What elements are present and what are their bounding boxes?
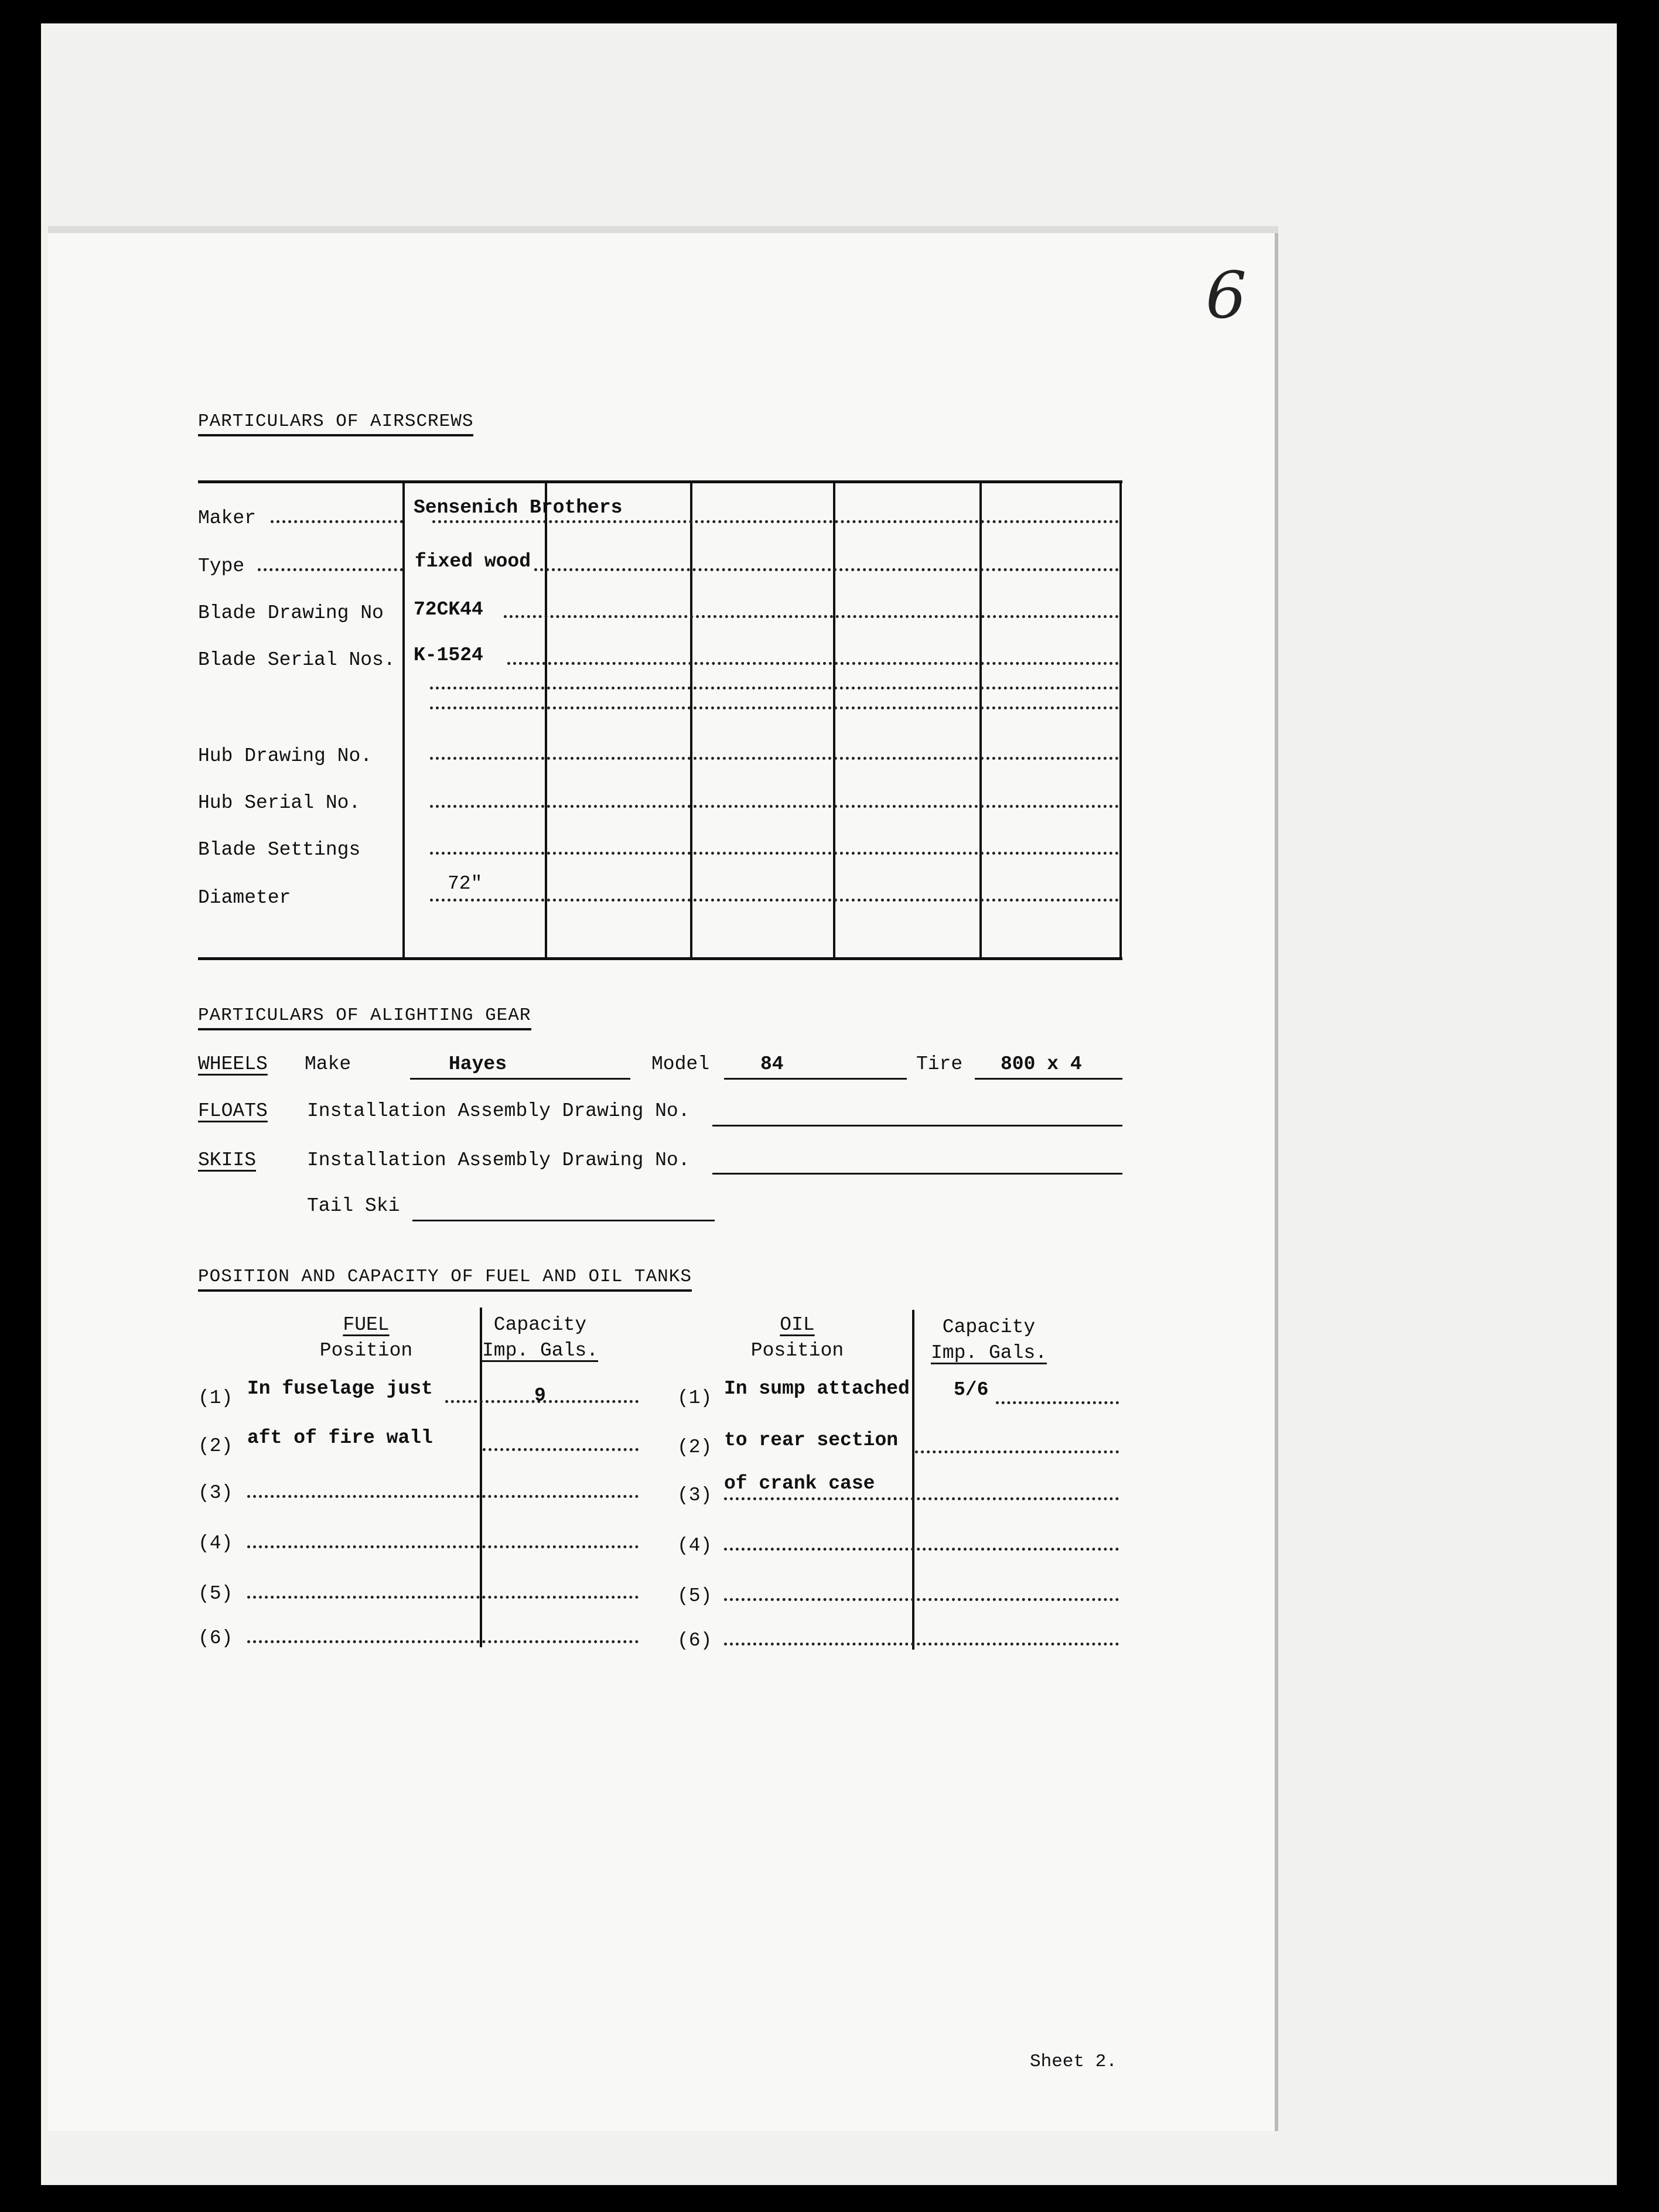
- fuel-row-number: (1): [198, 1387, 233, 1409]
- wheels-tire-value: 800 x 4: [1001, 1053, 1082, 1075]
- oil-row-capacity: 5/6: [954, 1379, 989, 1401]
- skis-drawing-label: Installation Assembly Drawing No.: [307, 1149, 690, 1171]
- fuel-row-number: (5): [198, 1583, 233, 1605]
- fuel-header-subtitle: Position: [319, 1340, 413, 1361]
- alighting-gear-heading: PARTICULARS OF ALIGHTING GEAR: [198, 1005, 531, 1030]
- fuel-row-number: (3): [198, 1482, 233, 1504]
- diameter-value: 72": [448, 873, 483, 895]
- oil-header: [736, 1312, 859, 1364]
- fuel-capacity-header: [452, 1312, 628, 1364]
- airscrews-heading: PARTICULARS OF AIRSCREWS: [198, 411, 473, 436]
- handwritten-page-number: 6: [1206, 258, 1247, 333]
- oil-row-number: (1): [677, 1387, 712, 1409]
- oil-capacity-title: Capacity: [942, 1316, 1036, 1338]
- tanks-heading: POSITION AND CAPACITY OF FUEL AND OIL TANKS: [198, 1267, 692, 1292]
- type-label: Type: [198, 555, 245, 577]
- floats-label: FLOATS: [198, 1100, 268, 1122]
- fuel-capacity-title: Capacity: [493, 1314, 587, 1336]
- fuel-row-position: In fuselage just: [247, 1378, 433, 1399]
- diameter-label: Diameter: [198, 887, 291, 909]
- hub-drawing-label: Hub Drawing No.: [198, 745, 373, 767]
- oil-header-subtitle: Position: [750, 1340, 844, 1361]
- wheels-make-value: Hayes: [449, 1053, 507, 1075]
- maker-label: Maker: [198, 507, 257, 529]
- blade-serial-label: Blade Serial Nos.: [198, 649, 395, 671]
- blade-settings-label: Blade Settings: [198, 839, 361, 861]
- oil-capacity-subtitle: Imp. Gals.: [930, 1342, 1047, 1364]
- oil-row-position: of crank case: [724, 1473, 875, 1494]
- fuel-row-number: (4): [198, 1532, 233, 1554]
- tail-ski-label: Tail Ski: [307, 1195, 400, 1217]
- oil-row-number: (3): [677, 1484, 712, 1506]
- skis-label: SKIIS: [198, 1149, 257, 1171]
- oil-row-number: (2): [677, 1436, 712, 1458]
- sheet-number: Sheet 2.: [1030, 2051, 1117, 2072]
- floats-drawing-label: Installation Assembly Drawing No.: [307, 1100, 690, 1122]
- oil-row-number: (4): [677, 1535, 712, 1556]
- blade-drawing-value: 72CK44: [414, 599, 483, 620]
- oil-row-number: (6): [677, 1630, 712, 1651]
- type-value: fixed wood: [415, 551, 531, 572]
- wheels-model-label: Model: [651, 1053, 710, 1075]
- maker-value: Sensenich Brothers: [414, 497, 623, 518]
- oil-row-position: In sump attached: [724, 1378, 910, 1399]
- fuel-row-number: (2): [198, 1435, 233, 1457]
- fuel-row-number: (6): [198, 1627, 233, 1649]
- fuel-capacity-subtitle: Imp. Gals.: [482, 1340, 599, 1361]
- wheels-tire-label: Tire: [916, 1053, 963, 1075]
- oil-header-title: OIL: [780, 1314, 815, 1336]
- oil-capacity-header: [901, 1315, 1077, 1366]
- blade-drawing-label: Blade Drawing No: [198, 602, 384, 624]
- fuel-header-title: FUEL: [343, 1314, 390, 1336]
- hub-serial-label: Hub Serial No.: [198, 792, 361, 814]
- wheels-make-label: Make: [305, 1053, 351, 1075]
- wheels-model-value: 84: [760, 1053, 784, 1075]
- blade-serial-value: K-1524: [414, 644, 483, 666]
- fuel-header: [305, 1312, 428, 1364]
- oil-row-number: (5): [677, 1585, 712, 1607]
- wheels-label: WHEELS: [198, 1053, 268, 1075]
- fuel-row-position: aft of fire wall: [247, 1427, 433, 1449]
- fuel-row-capacity: 9: [534, 1385, 546, 1407]
- oil-row-position: to rear section: [724, 1429, 899, 1451]
